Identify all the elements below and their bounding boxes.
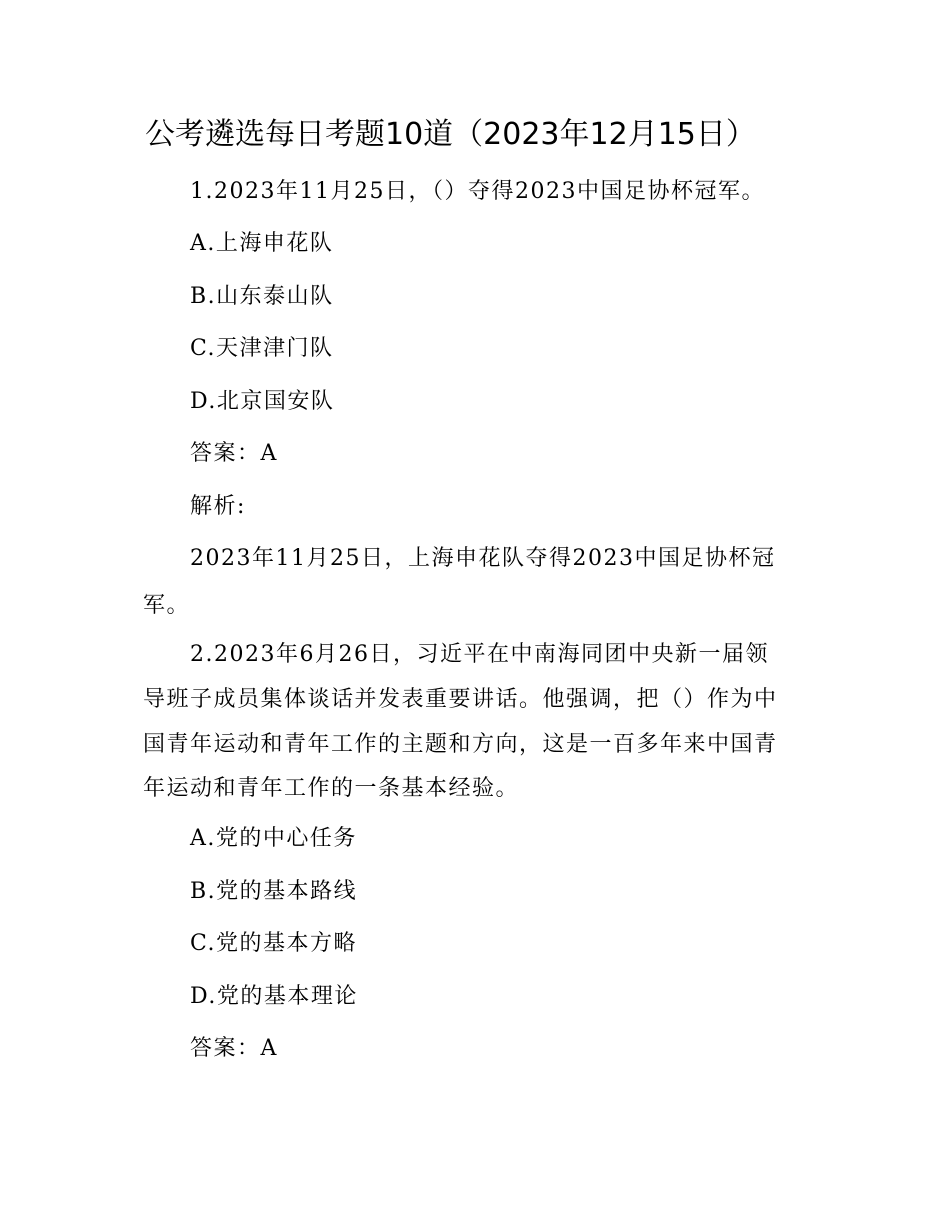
question-1-stem: 1.2023年11月25日，（）夺得2023中国足协杯冠军。 [190, 179, 765, 204]
question-2-answer: 答案：A [190, 1036, 278, 1061]
question-2-stem-line-1: 2.2023年6月26日，习近平在中南海同团中央新一届领 [190, 642, 769, 667]
question-1-analysis-line-2: 军。 [143, 593, 191, 618]
question-1-option-b: B.山东泰山队 [190, 284, 334, 309]
question-1-analysis-label: 解析: [190, 494, 246, 519]
question-1-option-c: C.天津津门队 [190, 336, 334, 361]
question-1-analysis-line-1: 2023年11月25日，上海申花队夺得2023中国足协杯冠 [190, 546, 776, 571]
question-2-stem-line-2: 导班子成员集体谈话并发表重要讲话。他强调，把（）作为中 [143, 687, 778, 712]
document-title: 公考遴选每日考题10道（2023年12月15日） [145, 117, 756, 152]
question-2-option-c: C.党的基本方略 [190, 931, 358, 956]
question-1-option-a: A.上海申花队 [190, 231, 334, 256]
question-2-stem-line-4: 年运动和青年工作的一条基本经验。 [143, 776, 520, 801]
question-2-option-b: B.党的基本路线 [190, 879, 358, 904]
question-1-answer: 答案：A [190, 441, 278, 466]
question-1-option-d: D.北京国安队 [190, 389, 335, 414]
question-2-option-a: A.党的中心任务 [190, 826, 357, 851]
question-2-option-d: D.党的基本理论 [190, 984, 358, 1009]
question-2-stem-line-3: 国青年运动和青年工作的主题和方向，这是一百多年来中国青 [143, 732, 778, 757]
